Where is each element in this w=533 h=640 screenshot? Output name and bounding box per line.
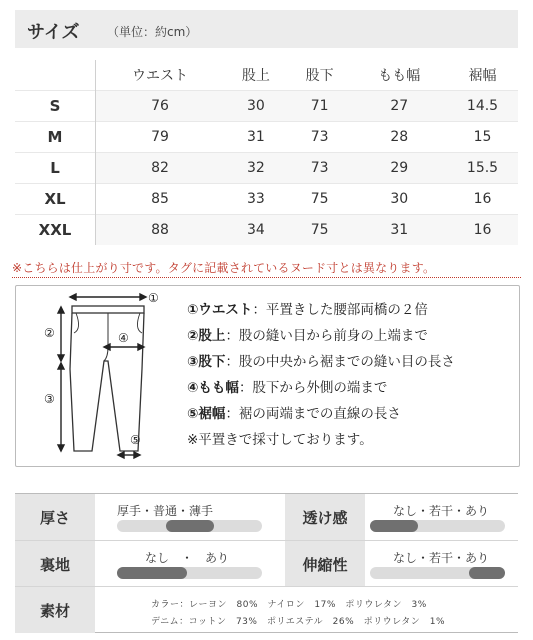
measurement-item: ⑤裾幅：裾の両端までの直線の長さ: [187, 406, 401, 422]
stretch-indicator: [469, 567, 505, 579]
size-label: XXL: [15, 215, 96, 246]
marker-waist: ①: [148, 291, 159, 305]
table-cell: 76: [96, 91, 225, 122]
column-header: ウエスト: [132, 68, 189, 84]
table-cell: 75: [288, 215, 352, 246]
size-label: XL: [15, 184, 96, 215]
hem-arrow: [118, 452, 140, 458]
column-header: もも幅: [378, 68, 421, 84]
finished-size-note: ※こちらは仕上がり寸です。タグに記載されているヌード寸とは異なります。: [12, 261, 436, 275]
pants-diagram: [30, 287, 180, 463]
table-cell: 79: [96, 122, 225, 153]
feature-row: [15, 586, 518, 633]
marker-thigh: ④: [118, 331, 129, 345]
table-cell: 32: [224, 153, 288, 184]
feature-label-transparency: 透け感: [285, 494, 365, 540]
table-cell: 16: [447, 215, 518, 246]
table-cell: 82: [96, 153, 225, 184]
thickness-indicator: [166, 520, 214, 532]
table-cell: 16: [447, 184, 518, 215]
lining-indicator: [117, 567, 187, 579]
table-cell: 75: [288, 184, 352, 215]
size-title: サイズ: [27, 22, 80, 43]
feature-label-thickness: 厚さ: [15, 494, 95, 540]
table-cell: 30: [351, 184, 447, 215]
table-cell: 30: [224, 91, 288, 122]
transparency-options: なし・若干・あり: [393, 504, 490, 518]
table-cell: 31: [351, 215, 447, 246]
feature-table: [15, 493, 518, 633]
table-cell: 73: [288, 122, 352, 153]
marker-rise: ②: [44, 326, 55, 340]
table-cell: 73: [288, 153, 352, 184]
note-divider: [12, 277, 521, 278]
pants-outline: [70, 313, 144, 451]
size-label: S: [15, 91, 96, 122]
marker-hem: ⑤: [130, 433, 141, 447]
table-row: [15, 153, 518, 184]
marker-inseam: ③: [44, 392, 55, 406]
measurement-item: ②股上：股の縫い目から前身の上端まで: [187, 328, 428, 344]
size-table-header-row: [15, 60, 518, 91]
measurement-item: ④もも幅：股下から外側の端まで: [187, 380, 388, 396]
table-row: [15, 215, 518, 246]
size-label: M: [15, 122, 96, 153]
feature-label-stretch: 伸縮性: [285, 541, 365, 587]
waist-arrow: [70, 294, 146, 300]
transparency-indicator: [370, 520, 418, 532]
feature-label-material: 素材: [15, 587, 95, 633]
column-header: 股下: [305, 68, 334, 84]
size-unit: （単位：約cm）: [107, 25, 198, 39]
table-row: [15, 184, 518, 215]
table-cell: 15: [447, 122, 518, 153]
lining-options: なし ・ あり: [145, 551, 230, 565]
table-cell: 31: [224, 122, 288, 153]
table-cell: 34: [224, 215, 288, 246]
table-row: [15, 122, 518, 153]
size-table: [15, 60, 518, 245]
waistband-shape: [72, 306, 144, 313]
size-header: [15, 10, 518, 48]
measurement-note: ※平置きで採寸しております。: [187, 432, 373, 448]
column-header: 股上: [241, 68, 270, 84]
measurement-list: [187, 297, 455, 453]
inseam-arrow: [58, 363, 64, 451]
table-cell: 85: [96, 184, 225, 215]
size-table-corner: [15, 60, 96, 91]
measurement-item: ③股下：股の中央から裾までの縫い目の長さ: [187, 354, 455, 370]
table-cell: 33: [224, 184, 288, 215]
feature-label-lining: 裏地: [15, 541, 95, 587]
table-cell: 88: [96, 215, 225, 246]
table-cell: 29: [351, 153, 447, 184]
table-cell: 27: [351, 91, 447, 122]
table-cell: 15.5: [447, 153, 518, 184]
rise-arrow: [58, 307, 64, 361]
table-row: [15, 91, 518, 122]
thickness-options: 厚手・普通・薄手: [117, 504, 214, 518]
measurement-item: ①ウエスト：平置きした腰部両橋の２倍: [187, 302, 428, 318]
size-label: L: [15, 153, 96, 184]
table-cell: 14.5: [447, 91, 518, 122]
feature-row: [15, 540, 518, 587]
table-cell: 28: [351, 122, 447, 153]
column-header: 裾幅: [468, 68, 497, 84]
material-line-color: カラー：レーヨン 80% ナイロン 17% ポリウレタン 3%: [151, 600, 427, 610]
feature-row: [15, 494, 518, 540]
stretch-options: なし・若干・あり: [393, 551, 490, 565]
material-line-denim: デニム：コットン 73% ポリエステル 26% ポリウレタン 1%: [151, 617, 446, 627]
table-cell: 71: [288, 91, 352, 122]
